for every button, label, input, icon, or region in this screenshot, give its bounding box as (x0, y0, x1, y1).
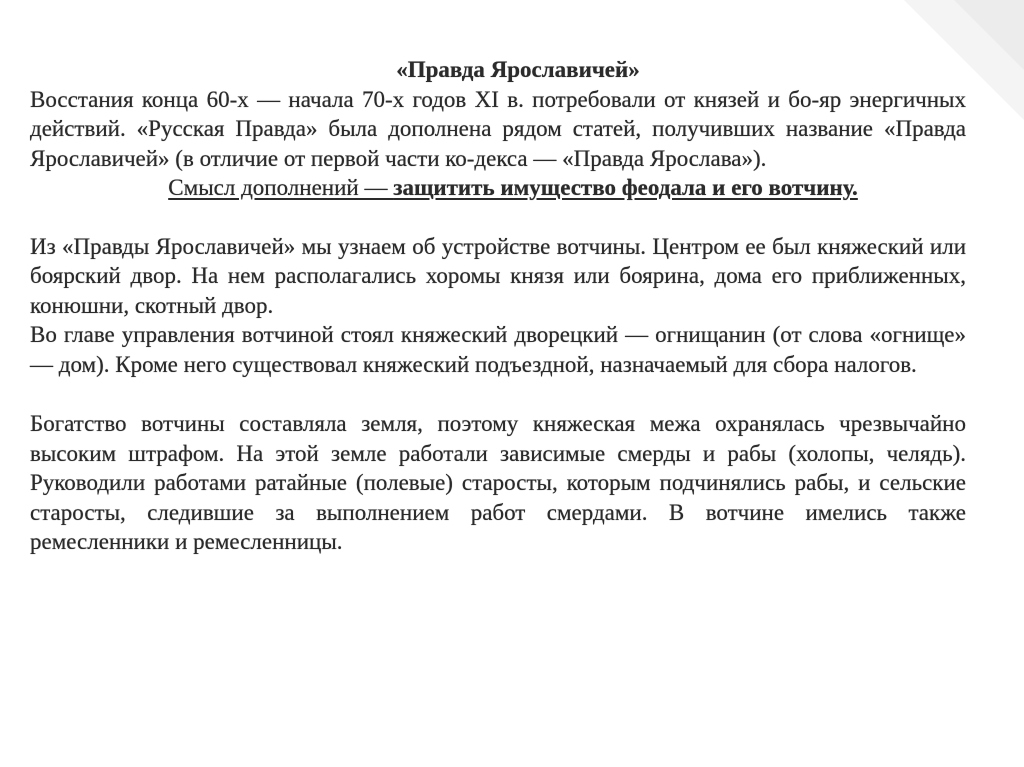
paragraph-estate-center: Из «Правды Ярославичей» мы узнаем об устройстве вотчины. Центром ее был княжеский или боярский двор. На нем располагались хоромы князя или боярина, дома его приближенных, конюшни, скотный двор. (30, 233, 966, 318)
document-body (30, 55, 966, 557)
thesis-line (30, 173, 966, 203)
paragraph-estate-wealth: Богатство вотчины составляла земля, поэтому княжеская межа охранялась чрезвычайно высоким штрафом. На этой земле работали зависимые смерды и рабы (холопы, челядь). Руководили работами ратайные (полевые) старосты, которым подчинялись рабы, и сельские старосты, следившие за выполнением работ смердами. В вотчине имелись также ремесленники и ремесленницы. (30, 411, 966, 554)
thesis-lead: Смысл дополнений — (168, 175, 394, 200)
intro-paragraph: Восстания конца 60-х — начала 70-х годов XI в. потребовали от князей и бо-яр энергичных действий. «Русская Правда» была дополнена рядом статей, получивших название «Правда Ярославичей» (в отличие от первой части ко-декса — «Правда Ярослава»). (30, 86, 966, 171)
spacer (30, 379, 966, 409)
spacer (30, 203, 966, 232)
document-title: «Правда Ярославичей» (396, 57, 640, 82)
thesis-emphasis: защитить имущество феодала и его вотчину. (393, 175, 858, 200)
paragraph-estate-management: Во главе управления вотчиной стоял княжеский дворецкий — огнищанин (от слова «огнище» — дом). Кроме него существовал княжеский подъездной, назначаемый для сбора налогов. (30, 322, 966, 377)
